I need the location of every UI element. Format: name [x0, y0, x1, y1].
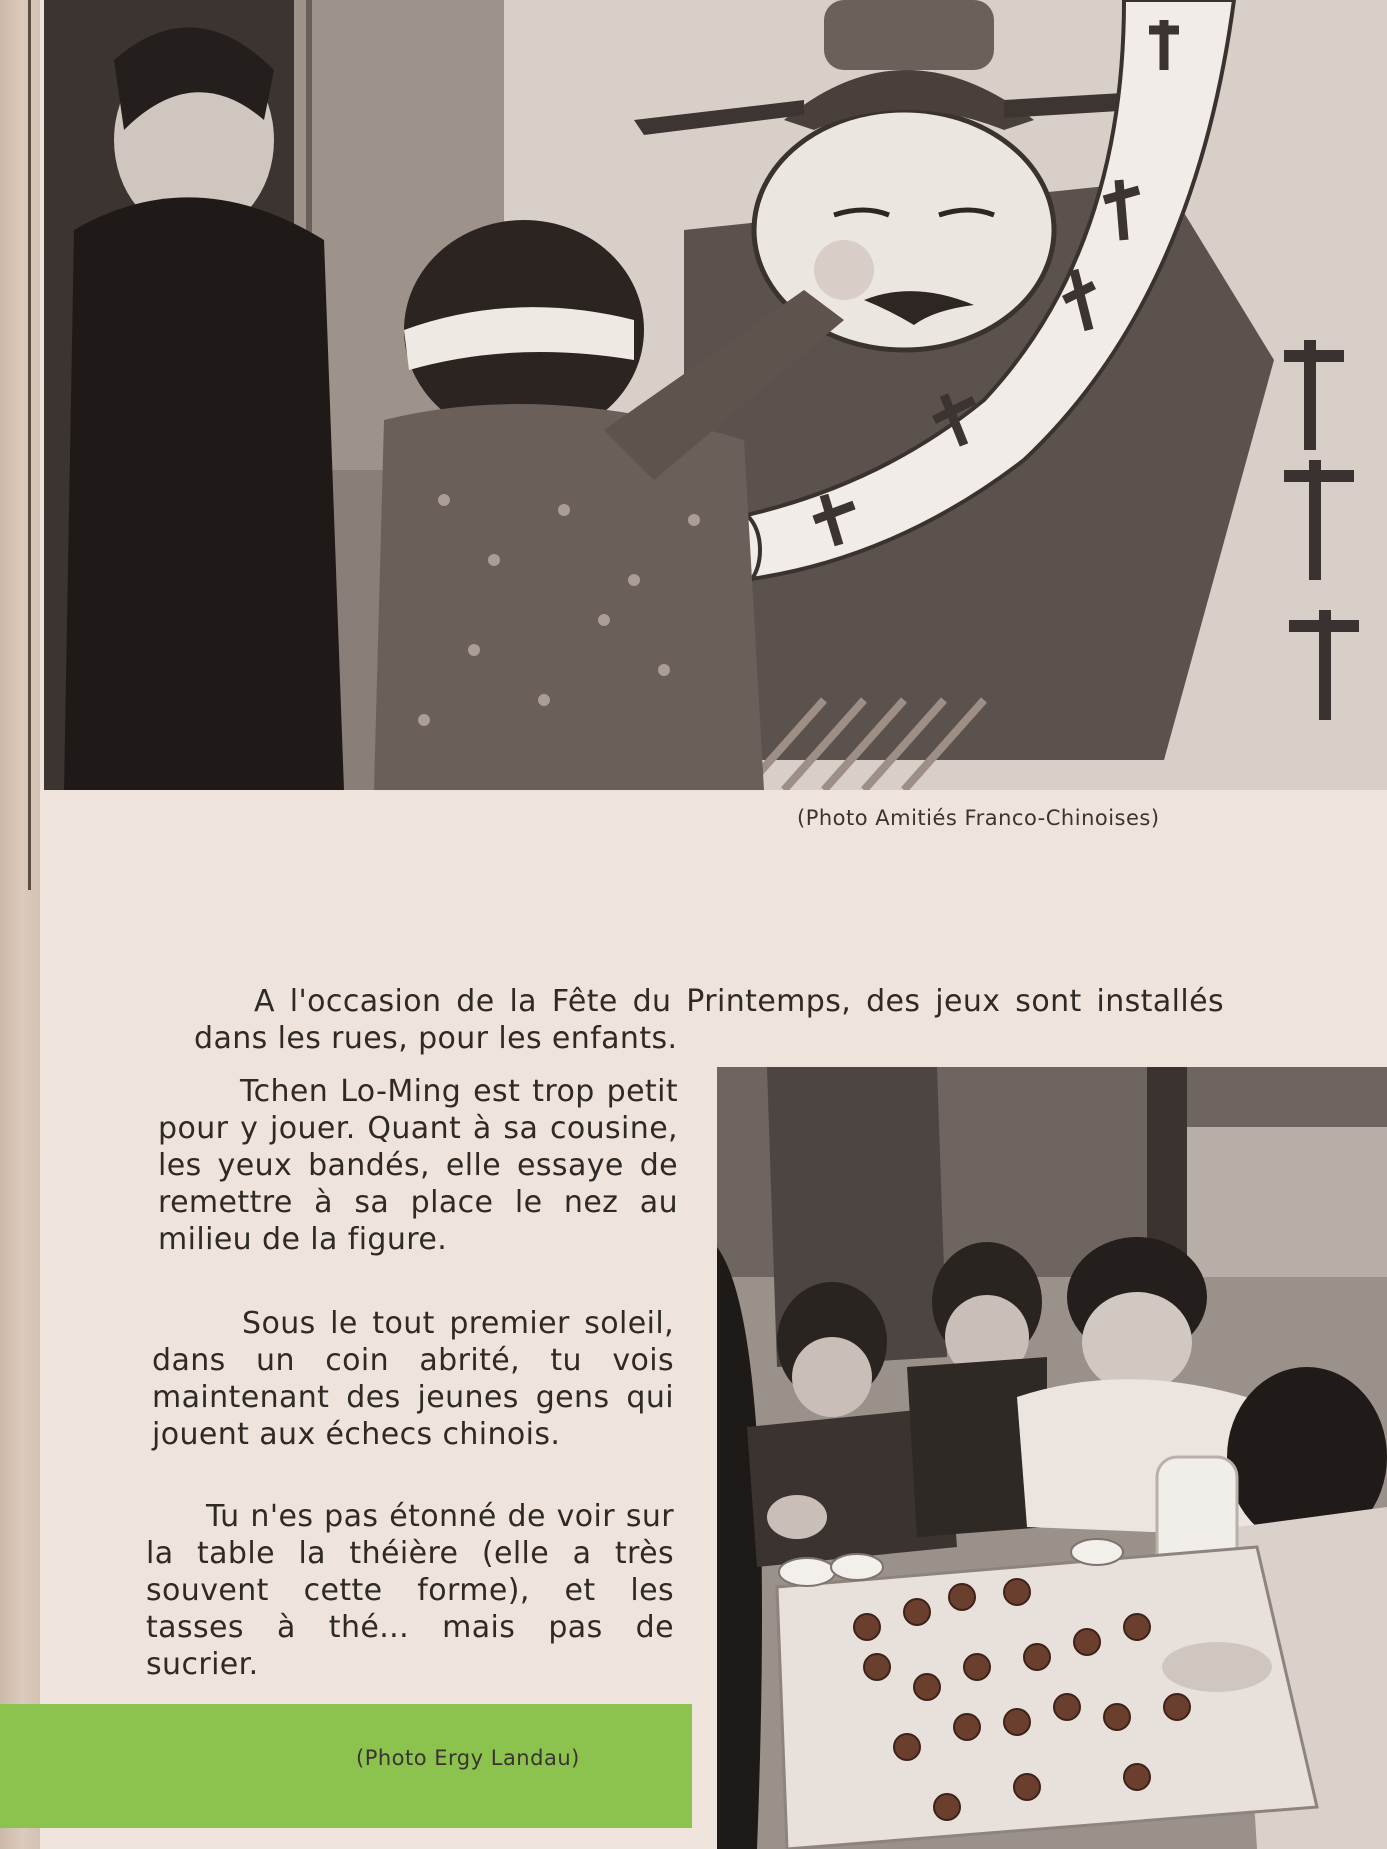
- paragraph-chess-players: Sous le tout premier soleil, dans un coin abrité, tu vois maintenant des jeunes gens qui jouent aux échecs chinois.: [152, 1306, 674, 1452]
- paragraph-tchen-lo-ming: Tchen Lo-Ming est trop petit pour y jouer. Quant à sa cousine, les yeux bandés, elle essaye de remettre à sa place le nez au milieu de la figure.: [158, 1074, 678, 1257]
- green-caption-band: [0, 1704, 692, 1828]
- photo-caption-bottom: (Photo Ergy Landau): [356, 1746, 580, 1770]
- paragraph-intro: A l'occasion de la Fête du Printemps, des jeux sont installés dans les rues, pour les enfants.: [194, 984, 1224, 1056]
- spine-fold-line: [28, 0, 31, 890]
- photo-caption-top: (Photo Amitiés Franco-Chinoises): [797, 806, 1160, 830]
- photo-chinese-chess: [717, 1067, 1387, 1849]
- paragraph-teapot: Tu n'es pas étonné de voir sur la table la théière (elle a très souvent cette forme), et les tasses à thé... mais pas de sucrier.: [146, 1499, 674, 1682]
- book-spine: [0, 0, 40, 1849]
- photo-blindfold-game: [44, 0, 1387, 790]
